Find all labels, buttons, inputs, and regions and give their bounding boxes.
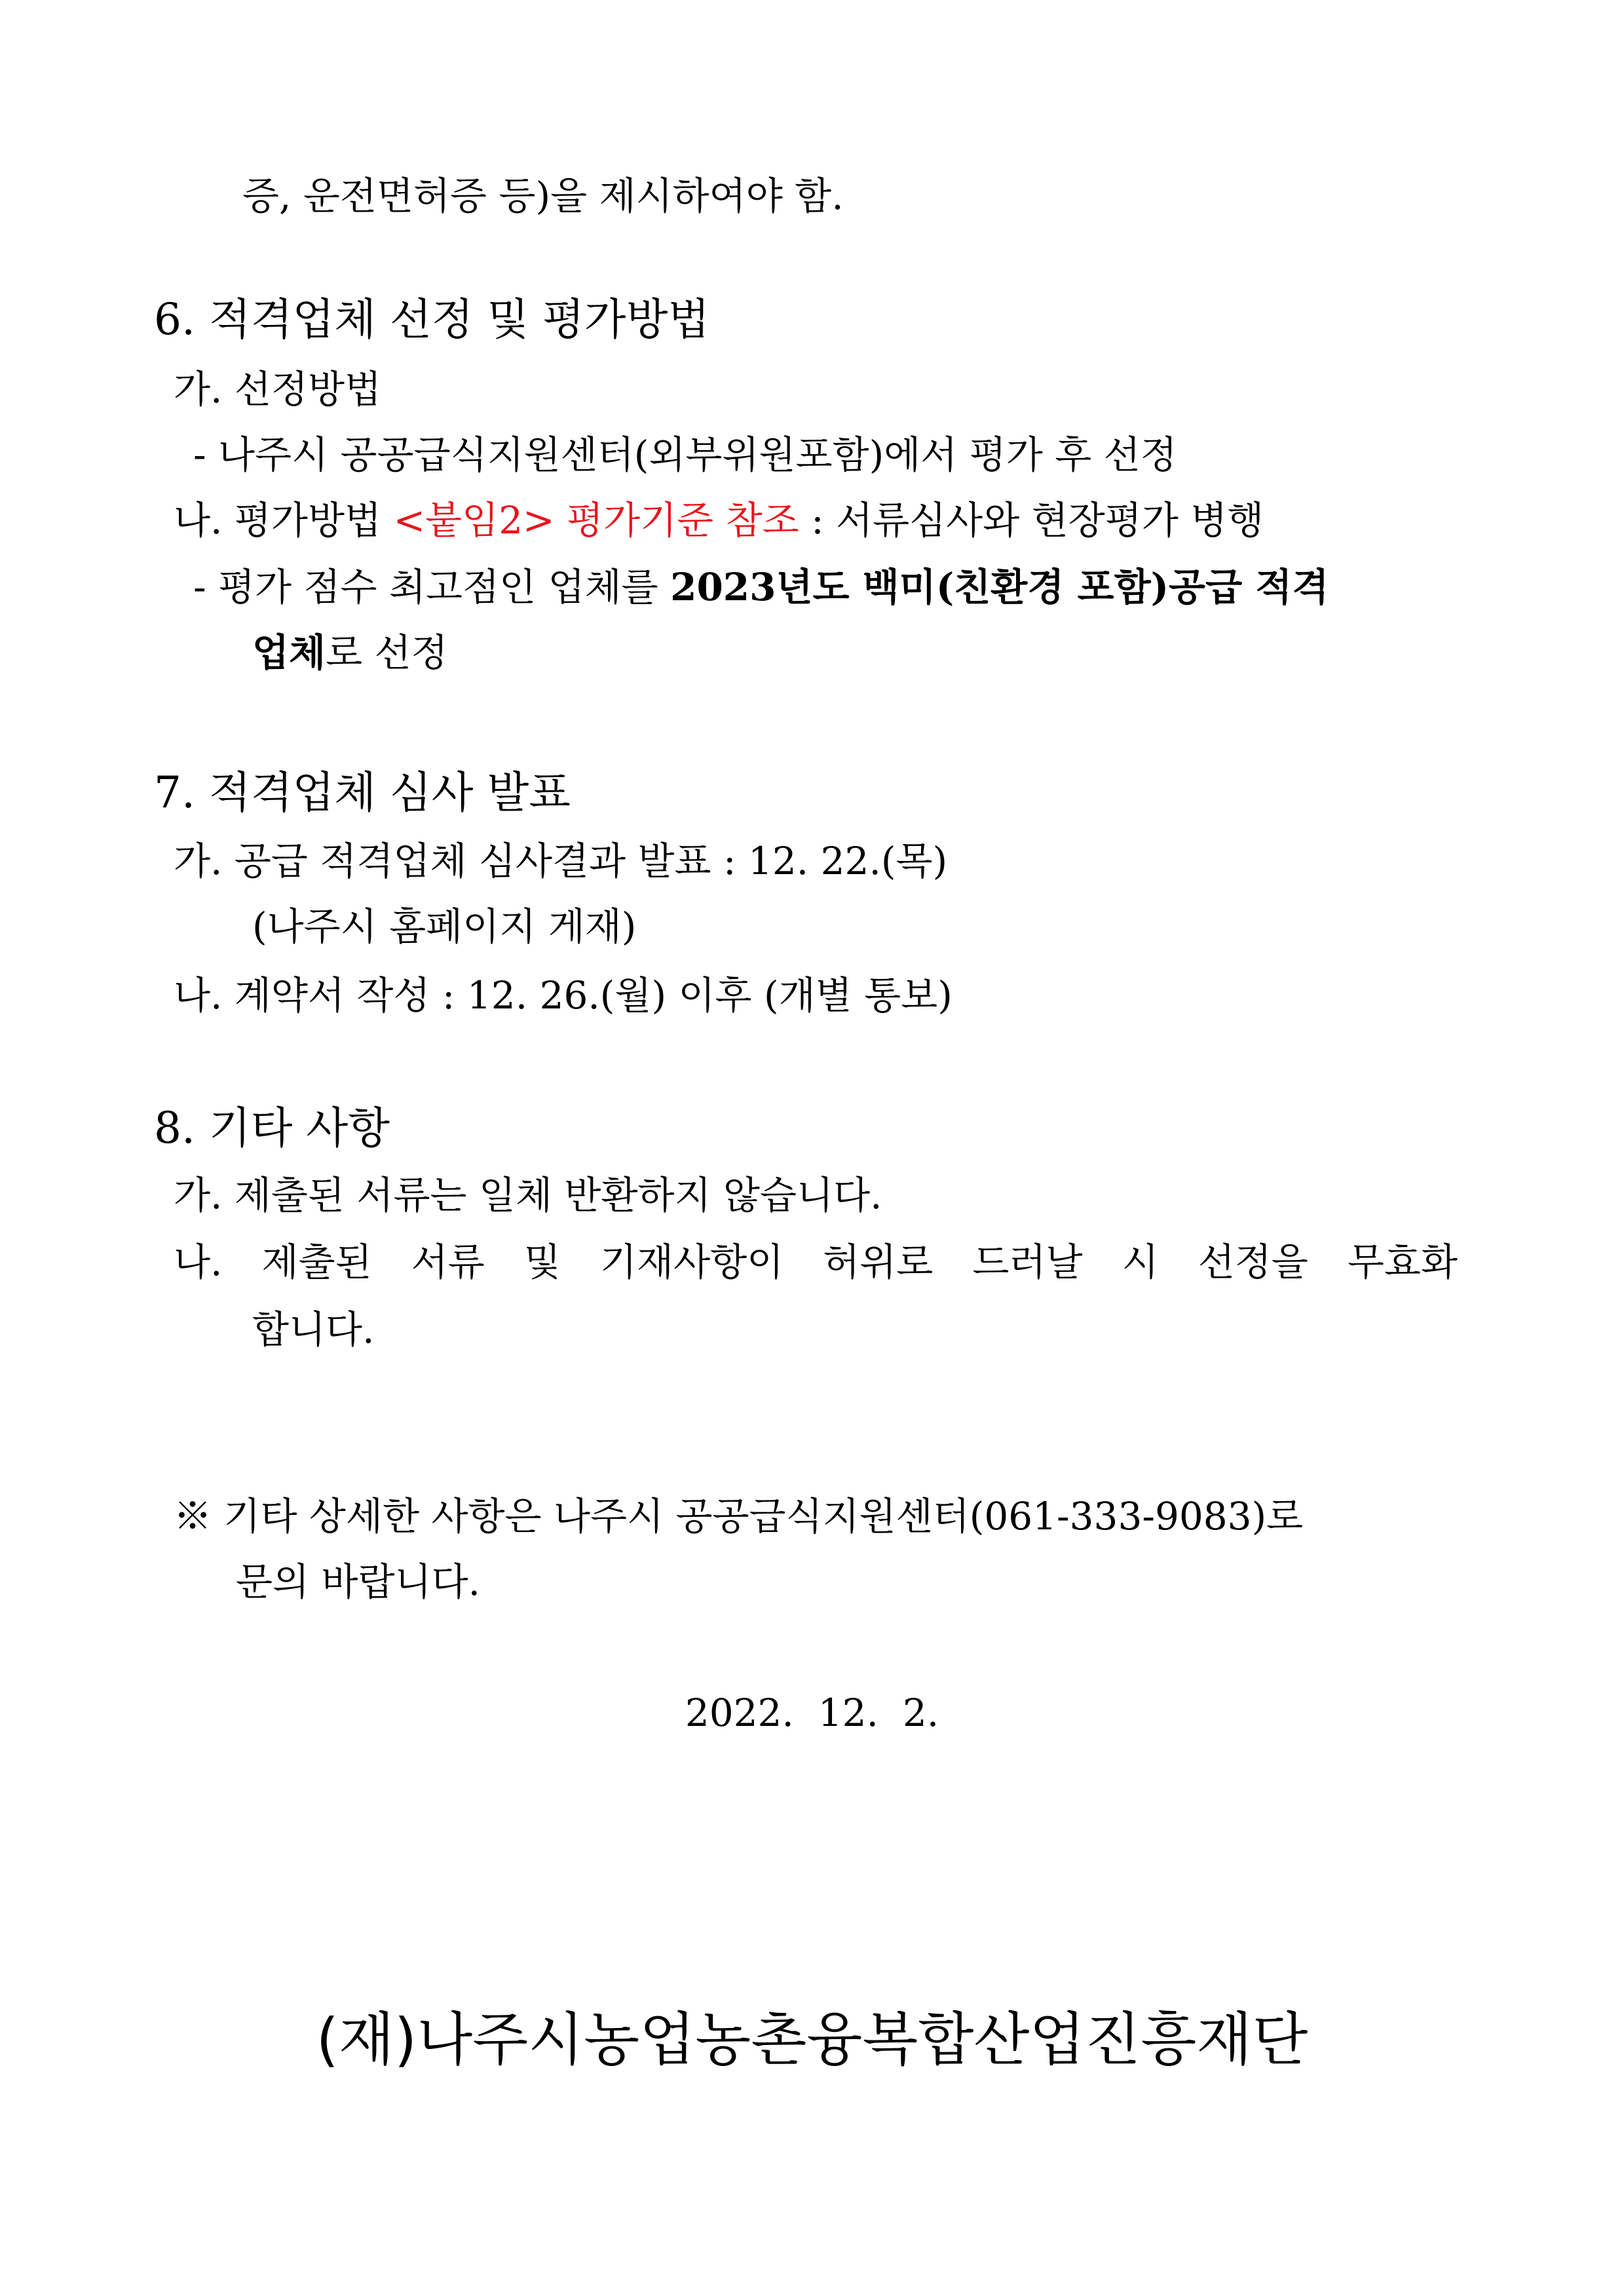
intro-continuation: 증, 운전면허증 등)을 제시하여야 함. xyxy=(242,174,844,218)
document-date: 2022. 12. 2. xyxy=(685,1691,939,1735)
section7-item-b: 나. 계약서 작성 : 12. 26.(월) 이후 (개별 통보) xyxy=(174,973,953,1018)
section8-item-b-cont: 합니다. xyxy=(252,1307,375,1352)
section6-title: 6. 적격업체 선정 및 평가방법 xyxy=(154,294,710,345)
section6-item-b-detail-cont-bold: 업체 xyxy=(252,630,326,675)
section6-item-a: 가. 선정방법 xyxy=(174,367,382,411)
section6-item-b xyxy=(174,498,1264,544)
section8-item-a: 가. 제출된 서류는 일체 반환하지 않습니다. xyxy=(174,1173,882,1217)
section6-item-b-suffix: : 서류심사와 현장평가 병행 xyxy=(799,498,1264,543)
contact-note: ※ 기타 상세한 사항은 나주시 공공급식지원센터(061-333-9083)로 xyxy=(174,1494,1304,1539)
section6-item-b-detail-cont xyxy=(252,630,448,676)
section6-item-a-detail: - 나주시 공공급식지원센터(외부위원포함)에서 평가 후 선정 xyxy=(193,432,1177,477)
contact-note-cont: 문의 바랍니다. xyxy=(236,1559,481,1604)
section6-item-b-prefix: 나. 평가방법 xyxy=(174,498,394,543)
attachment-reference: <붙임2> 평가기준 참조 xyxy=(393,498,799,543)
organization-name: (재)나주시농업농촌융복합산업진흥재단 xyxy=(316,2006,1308,2073)
section7-item-a-cont: (나주시 홈페이지 게재) xyxy=(252,904,637,949)
section7-title: 7. 적격업체 심사 발표 xyxy=(154,767,571,818)
section8-item-b: 나. 제출된 서류 및 기재사항이 허위로 드러날 시 선정을 무효화 xyxy=(174,1240,1458,1284)
section6-item-b-detail-bold: 2023년도 백미(친환경 포함)공급 적격 xyxy=(670,565,1329,609)
section6-item-b-detail xyxy=(193,565,1329,611)
section6-item-b-detail-start: - 평가 점수 최고점인 업체를 xyxy=(193,565,671,609)
section6-item-b-detail-cont-rest: 로 선정 xyxy=(326,630,448,675)
section7-item-a: 가. 공급 적격업체 심사결과 발표 : 12. 22.(목) xyxy=(174,839,948,883)
section8-title: 8. 기타 사항 xyxy=(154,1103,390,1153)
